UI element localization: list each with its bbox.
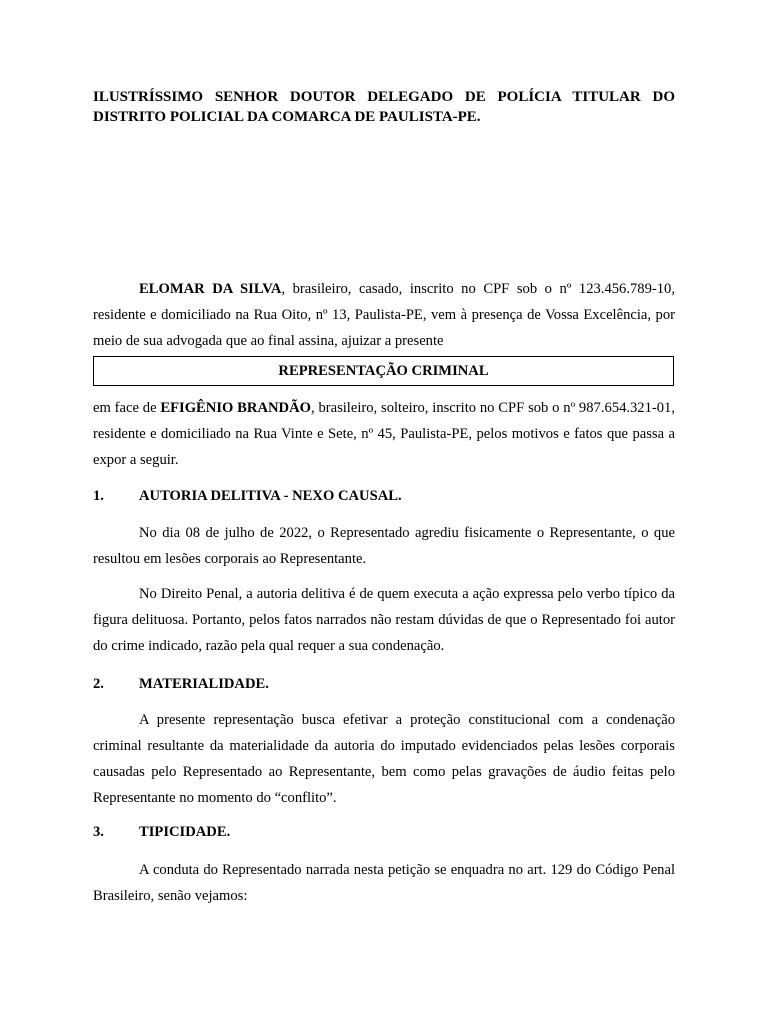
section-1-paragraph-1: No dia 08 de julho de 2022, o Representado agrediu fisicamente o Representante, o que resultou em lesões corporais ao Representante. [93, 525, 675, 567]
section-number: 3. [93, 824, 104, 840]
document-title: REPRESENTAÇÃO CRIMINAL [278, 362, 489, 379]
intro-text: , brasileiro, casado, inscrito no CPF sob o nº 123.456.789-10, residente e domiciliado na Rua Oito, nº 13, Paulista-PE, vem à presença de Vossa Excelência, por meio de sua advogada que ao final assina, ajuizar a presente [93, 281, 675, 349]
section-number: 1. [93, 488, 104, 504]
section-heading-2 [93, 674, 269, 694]
section-title: MATERIALIDADE. [139, 676, 269, 692]
section-heading-3 [93, 822, 230, 842]
section-2-paragraph-1: A presente representação busca efetivar a proteção constitucional com a condenação criminal resultante da materialidade da autoria do imputado evidenciados pelas lesões corporais causadas pelo Representado ao Representante, bem como pelas gravações de áudio feitas pelo Representante no momento do “conflito”. [93, 712, 675, 806]
against-paragraph [93, 395, 675, 473]
section-heading-1 [93, 486, 402, 506]
against-text: , brasileiro, solteiro, inscrito no CPF sob o nº 987.654.321-01, residente e domiciliado na Rua Vinte e Sete, nº 45, Paulista-PE, pelos motivos e fatos que passa a expor a seguir. [93, 400, 676, 468]
defendant-name: EFIGÊNIO BRANDÃO [160, 400, 311, 416]
section-3-paragraph-1: A conduta do Representado narrada nesta petição se enquadra no art. 129 do Código Penal Brasileiro, senão vejamos: [93, 862, 675, 904]
plaintiff-name: ELOMAR DA SILVA [139, 281, 282, 297]
section-title: TIPICIDADE. [139, 824, 231, 840]
document-heading: ILUSTRÍSSIMO SENHOR DOUTOR DELEGADO DE POLÍCIA TITULAR DO DISTRITO POLICIAL DA COMARCA DE PAULISTA-PE. [93, 89, 675, 125]
section-number: 2. [93, 676, 104, 692]
document-title-box [93, 356, 674, 386]
against-prefix: em face de [93, 400, 161, 416]
section-1-paragraph-2: No Direito Penal, a autoria delitiva é de quem executa a ação expressa pelo verbo típico da figura delituosa. Portanto, pelos fatos narrados não restam dúvidas de que o Representado foi autor do crime indicado, razão pela qual requer a sua condenação. [93, 586, 675, 654]
section-title: AUTORIA DELITIVA - NEXO CAUSAL. [139, 488, 402, 504]
intro-paragraph [93, 276, 675, 354]
